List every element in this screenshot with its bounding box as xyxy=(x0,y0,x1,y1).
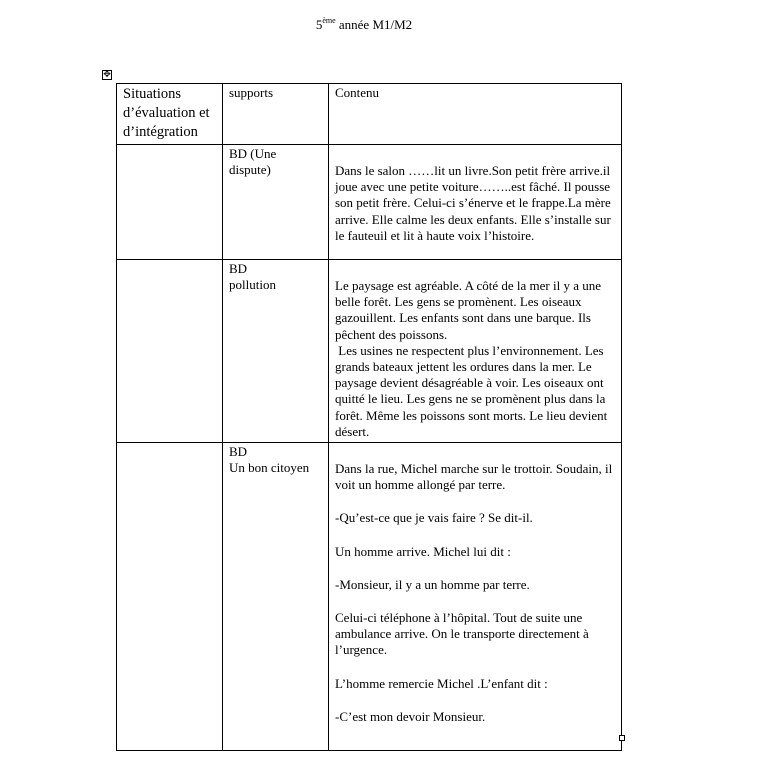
table-row xyxy=(117,145,622,260)
support-line: BD (Une xyxy=(229,146,277,161)
situation-cell[interactable] xyxy=(117,145,223,260)
table-move-handle-icon[interactable]: ✥ xyxy=(103,70,111,80)
support-line: BD xyxy=(229,261,248,276)
support-cell[interactable] xyxy=(223,145,329,260)
table-resize-handle-icon[interactable] xyxy=(619,735,625,741)
situation-cell[interactable] xyxy=(117,260,223,443)
table-header-row xyxy=(117,84,622,145)
support-cell[interactable] xyxy=(223,260,329,443)
content-paragraph: Le paysage est agréable. A côté de la mer il y a une belle forêt. Les gens se promènent. Les oiseaux gazouillent. Les enfants sont dans une barque. Ils pêchent des poissons. xyxy=(335,278,602,342)
support-line: BD xyxy=(229,444,248,460)
content-paragraph: Un homme arrive. Michel lui dit : xyxy=(335,543,511,559)
content-paragraph: Dans la rue, Michel marche sur le trottoir. Soudain, il voit un homme allongé par terre. xyxy=(335,461,613,493)
title-superscript: ème xyxy=(322,16,336,25)
support-cell[interactable] xyxy=(223,443,329,751)
content-cell[interactable] xyxy=(329,145,622,260)
content-paragraph: L’homme remercie Michel .L’enfant dit : xyxy=(335,675,548,691)
page-title xyxy=(0,16,728,33)
evaluation-table xyxy=(116,83,622,751)
content-cell[interactable] xyxy=(329,260,622,443)
header-supports: supports xyxy=(223,84,329,145)
table-row xyxy=(117,260,622,443)
support-line: dispute) xyxy=(229,162,271,178)
situation-cell[interactable] xyxy=(117,443,223,751)
title-grade: 5 xyxy=(315,17,323,32)
table-row xyxy=(117,443,622,751)
support-line: pollution xyxy=(229,277,276,293)
title-class: année M1/M2 xyxy=(335,17,413,32)
content-cell[interactable] xyxy=(329,443,622,751)
content-paragraph: -Monsieur, il y a un homme par terre. xyxy=(335,576,530,592)
header-situations: Situations d’évaluation et d’intégration xyxy=(117,84,223,145)
content-paragraph: -C’est mon devoir Monsieur. xyxy=(335,708,486,724)
content-paragraph: Dans le salon ……lit un livre.Son petit frère arrive.il joue avec une petite voiture……..est fâché. Il pousse son petit frère. Celui-ci s’énerve et le frappe.La mère arrive. Elle calme les deux enfants. Elle s’installe sur le fauteuil et lit à haute voix l’histoire. xyxy=(335,163,611,243)
support-line: Un bon citoyen xyxy=(229,460,310,476)
content-paragraph: -Qu’est-ce que je vais faire ? Se dit-il. xyxy=(335,510,533,526)
content-paragraph: Les usines ne respectent plus l’environnement. Les grands bateaux jettent les ordures dans la mer. Le paysage devient désagréable à voir. Les oiseaux ont quitté le lieu. Les gens ne se promènent plus dans la forêt. Même les poissons sont morts. Le lieu devient désert. xyxy=(335,342,611,439)
header-contenu: Contenu xyxy=(329,84,622,145)
content-paragraph: Celui-ci téléphone à l’hôpital. Tout de suite une ambulance arrive. On le transporte directement à l’urgence. xyxy=(335,610,589,658)
